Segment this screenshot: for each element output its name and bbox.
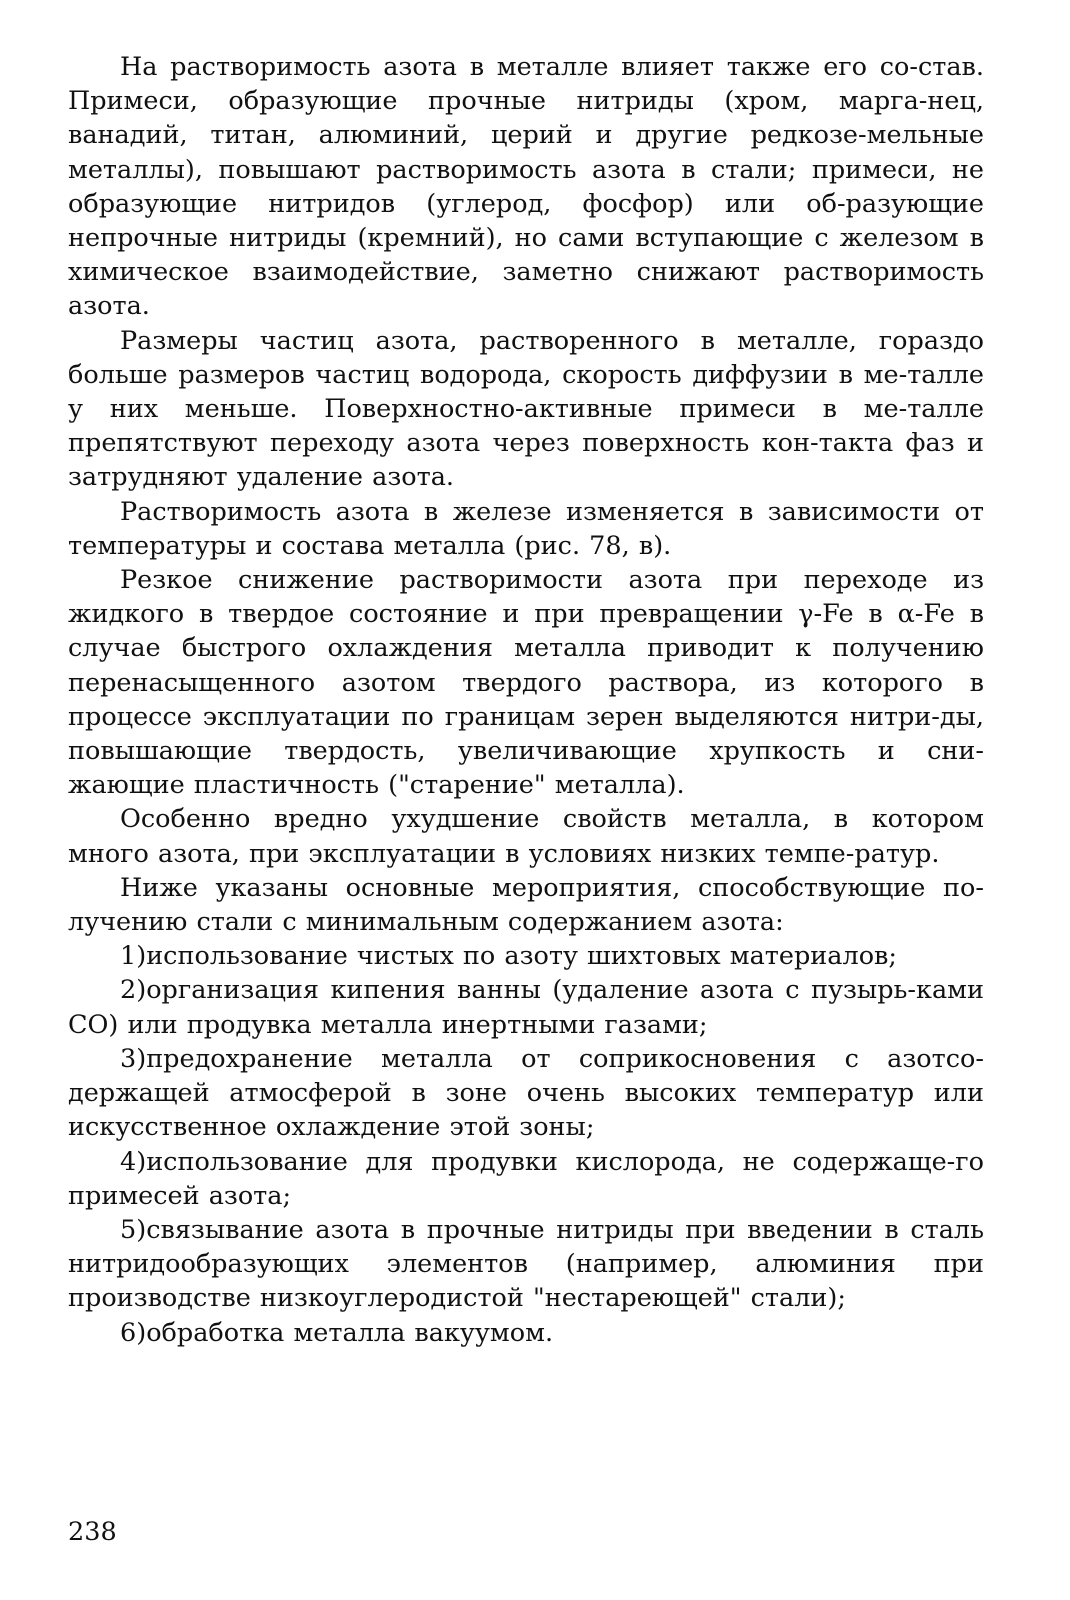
list-number: 6) <box>120 1317 147 1348</box>
page-body <box>68 50 984 1350</box>
list-text: использование чистых по азоту шихтовых материалов; <box>146 941 898 972</box>
list-text: связывание азота в прочные нитриды при введении в сталь нитридообразующих элементов (например, алюминия при производстве низкоуглеродистой "нестареющей" стали); <box>68 1214 984 1314</box>
list-item <box>68 1316 984 1350</box>
list-text: обработка металла вакуумом. <box>146 1317 554 1348</box>
list-item <box>68 1042 984 1145</box>
paragraph-4: Резкое снижение растворимости азота при переходе из жидкого в твердое состояние и при превращении γ-Fe в α-Fe в случае быстрого охлаждения металла приводит к получению перенасыщенного азотом твердого раствора, из которого в процессе эксплуатации по границам зерен выделяются нитри-ды, повышающие твердость, увеличивающие хрупкость и сни-жающие пластичность ("старение" металла). <box>68 565 984 801</box>
paragraph-1: На растворимость азота в металле влияет также его со-став. Примеси, образующие прочные нитриды (хром, марга-нец, ванадий, титан, алюминий, церий и другие редкозе-мельные металлы), повышают растворимость азота в стали; примеси, не образующие нитридов (углерод, фосфор) или об-разующие непрочные нитриды (кремний), но сами вступающие с железом в химическое взаимодействие, заметно снижают растворимость азота. <box>68 52 984 322</box>
page-number: 238 <box>68 1517 117 1547</box>
list-item <box>68 1213 984 1316</box>
list-number: 4) <box>120 1146 147 1177</box>
list-item <box>68 939 984 973</box>
list-text: организация кипения ванны (удаление азота с пузырь-ками CO) или продувка металла инертными газами; <box>68 975 984 1040</box>
list-number: 5) <box>120 1214 147 1245</box>
paragraph-5: Особенно вредно ухудшение свойств металла, в котором много азота, при эксплуатации в условиях низких темпе-ратур. <box>68 804 984 869</box>
paragraph-2: Размеры частиц азота, растворенного в металле, гораздо больше размеров частиц водорода, скорость диффузии в ме-талле у них меньше. Поверхностно-активные примеси в ме-талле препятствуют переходу азота через поверхность кон-такта фаз и затрудняют удаление азота. <box>68 325 984 493</box>
list-number: 3) <box>120 1043 147 1074</box>
list-item <box>68 1145 984 1213</box>
list-item <box>68 973 984 1041</box>
paragraph-6: Ниже указаны основные мероприятия, способствующие по-лучению стали с минимальным содержанием азота: <box>68 872 984 938</box>
paragraph-3: Растворимость азота в железе изменяется в зависимости от температуры и состава металла (рис. 78, в). <box>68 496 984 561</box>
list-number: 2) <box>120 975 147 1006</box>
list-number: 1) <box>120 941 147 972</box>
list-text: использование для продувки кислорода, не содержаще-го примесей азота; <box>68 1146 984 1211</box>
measures-list <box>68 939 984 1349</box>
list-text: предохранение металла от соприкосновения с азотсо-держащей атмосферой в зоне очень высоких температур или искусственное охлаждение этой зоны; <box>68 1043 984 1143</box>
